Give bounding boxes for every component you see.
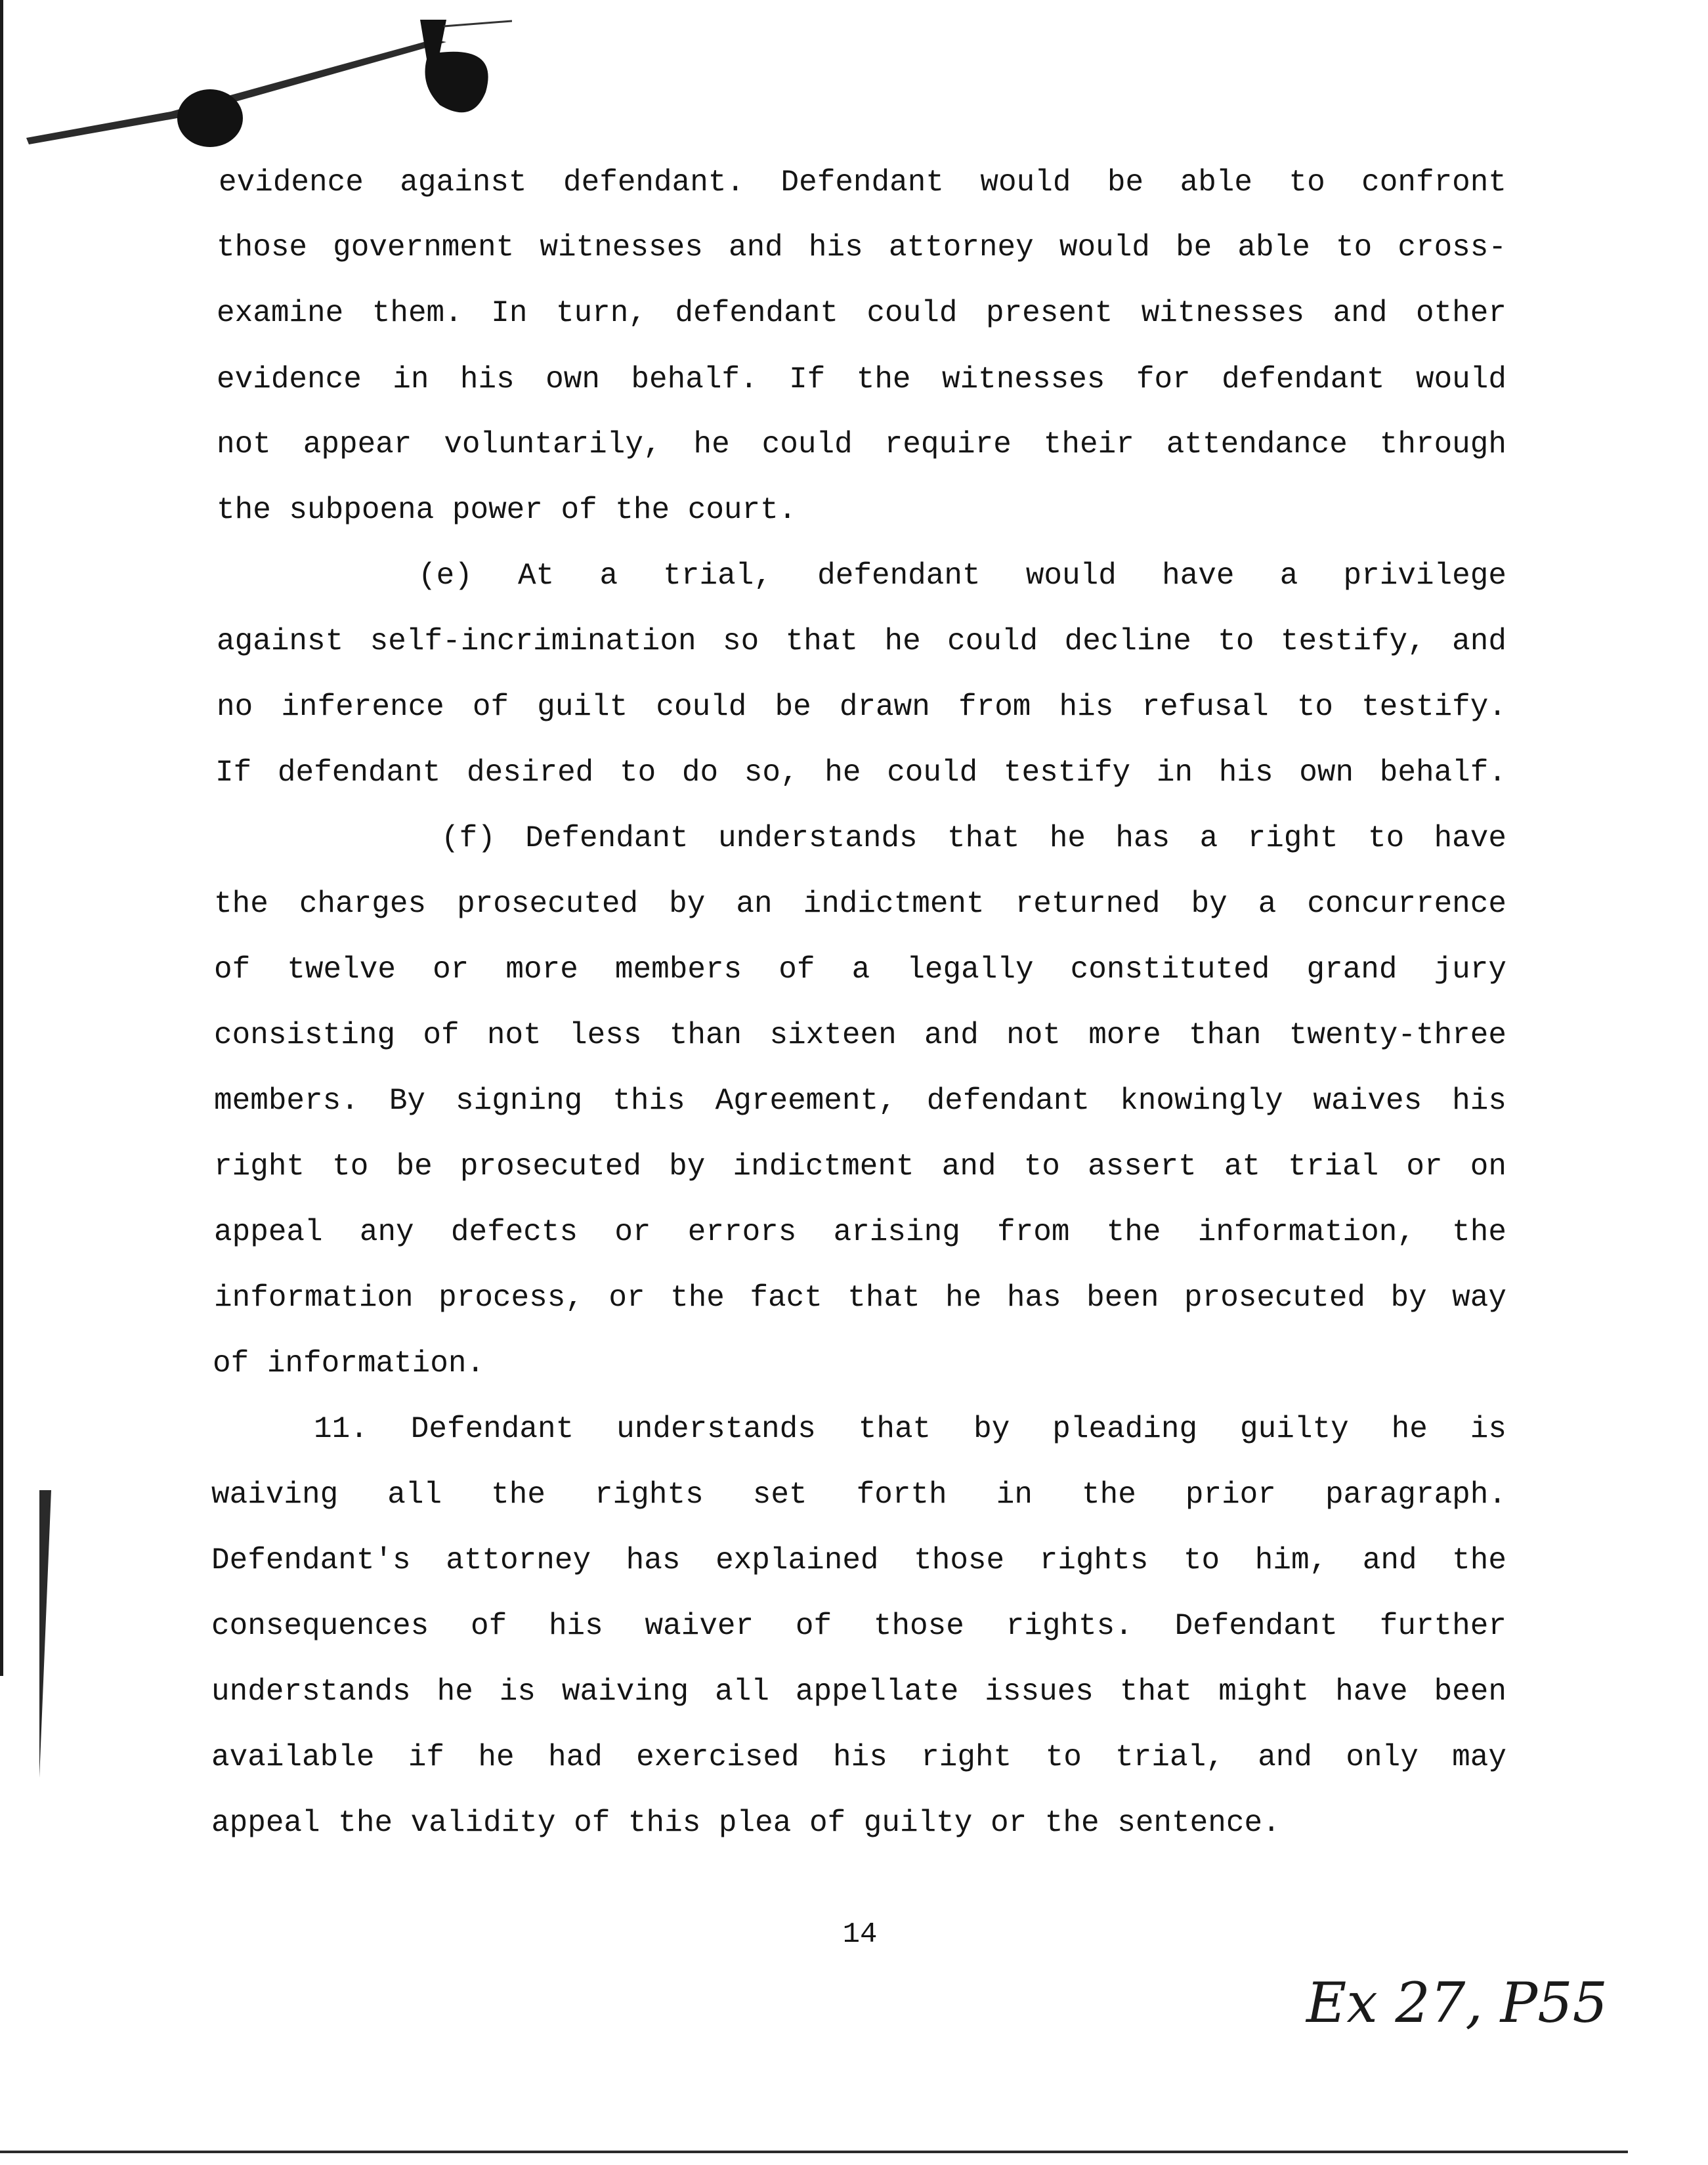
page-number: 14 xyxy=(842,1918,878,1951)
handwritten-exhibit-note xyxy=(1300,1943,1615,2048)
text-line: appeal the validity of this plea of guilty or the sentence. xyxy=(211,1806,1281,1840)
scan-shadow-mark xyxy=(39,1490,88,1778)
text-line: waiving all the rights set forth in the prior paragraph. xyxy=(211,1478,1506,1512)
text-line: right to be prosecuted by indictment and to assert at trial or on xyxy=(214,1149,1506,1184)
text-line: appeal any defects or errors arising from the information, the xyxy=(214,1215,1506,1249)
text-line: evidence in his own behalf. If the witnesses for defendant would xyxy=(217,362,1506,397)
text-line: (f) Defendant understands that he has a right to have xyxy=(441,821,1506,855)
text-line: against self-incrimination so that he could decline to testify, and xyxy=(217,624,1506,658)
handwritten-exhibit-text: Ex 27, P55 xyxy=(1306,1971,1608,2035)
text-line: no inference of guilt could be drawn from his refusal to testify. xyxy=(217,690,1506,724)
text-line: of information. xyxy=(213,1346,485,1381)
text-line: (e) At a trial, defendant would have a privilege xyxy=(418,559,1506,593)
text-line: not appear voluntarily, he could require their attendance through xyxy=(217,427,1506,461)
text-line: 11. Defendant understands that by pleading guilty he is xyxy=(314,1412,1506,1446)
staple-hole-mark xyxy=(13,13,512,171)
text-line: consisting of not less than sixteen and not more than twenty-three xyxy=(214,1018,1506,1052)
text-line: of twelve or more members of a legally constituted grand jury xyxy=(214,953,1506,987)
text-line: If defendant desired to do so, he could testify in his own behalf. xyxy=(215,756,1506,790)
text-line: the subpoena power of the court. xyxy=(217,493,797,527)
text-line: Defendant's attorney has explained those rights to him, and the xyxy=(211,1543,1506,1577)
text-line: those government witnesses and his attorney would be able to cross- xyxy=(217,230,1506,265)
text-line: available if he had exercised his right to trial, and only may xyxy=(211,1740,1506,1774)
text-line: evidence against defendant. Defendant would be able to confront xyxy=(219,165,1506,200)
text-line: understands he is waiving all appellate issues that might have been xyxy=(211,1675,1506,1709)
scan-edge-bottom xyxy=(0,2151,1628,2153)
text-line: information process, or the fact that he has been prosecuted by way xyxy=(214,1281,1506,1315)
text-line: members. By signing this Agreement, defendant knowingly waives his xyxy=(214,1084,1506,1118)
text-line: consequences of his waiver of those rights. Defendant further xyxy=(211,1609,1506,1643)
text-line: examine them. In turn, defendant could present witnesses and other xyxy=(217,296,1506,330)
scan-edge-left xyxy=(0,0,3,1676)
text-line: the charges prosecuted by an indictment returned by a concurrence xyxy=(214,887,1506,921)
